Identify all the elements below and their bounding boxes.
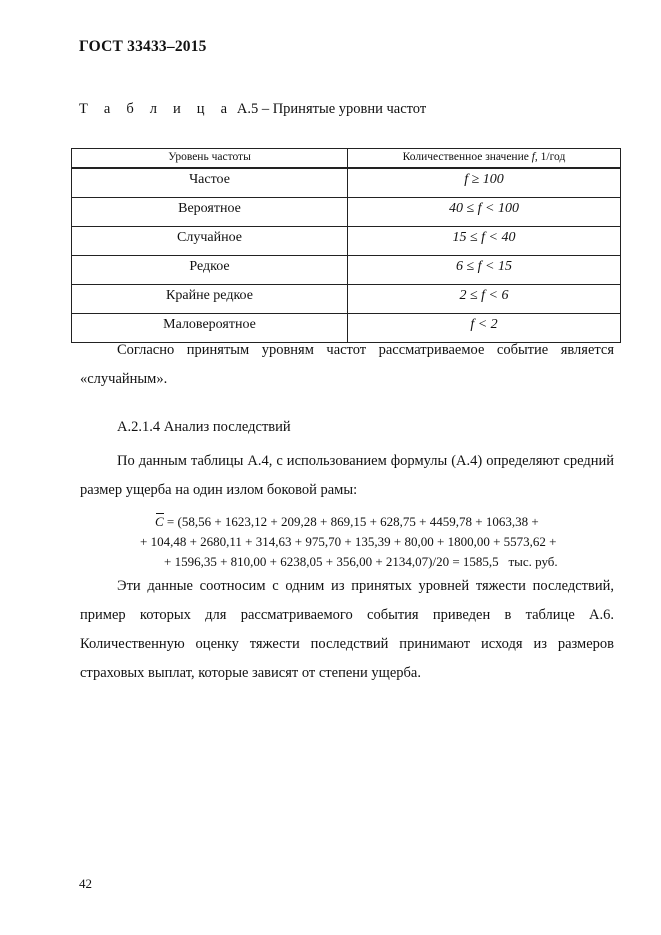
- frequency-levels-table: [71, 148, 621, 343]
- table-cell-value-text: 2 ≤ f < 6: [459, 288, 509, 303]
- table-row: [72, 227, 621, 256]
- section-heading: А.2.1.4 Анализ последствий: [117, 419, 291, 435]
- formula-line-1-text: = (58,56 + 1623,12 + 209,28 + 869,15 + 628,75 + 4459,78 + 1063,38 +: [166, 514, 539, 529]
- table-cell-value: [348, 256, 621, 285]
- table-row: [72, 198, 621, 227]
- table-caption-number: А.5: [236, 101, 259, 117]
- table-cell-level: Крайне редкое: [72, 285, 348, 314]
- table-row: [72, 285, 621, 314]
- formula-line-3: [164, 552, 558, 572]
- table-cell-value: [348, 198, 621, 227]
- table-cell-value-text: 15 ≤ f < 40: [452, 230, 516, 245]
- paragraph-damage-intro: По данным таблицы А.4, с использованием формулы (А.4) определяют средний размер ущерба на один излом боковой рамы:: [80, 453, 614, 498]
- paragraph-severity: Эти данные соотносим с одним из принятых уровней тяжести последствий, пример которых для рассматриваемого события приведен в таблице А.6. Количественную оценку тяжести последствий принимают исходя из размеров страховых выплат, которые зависят от степени ущерба.: [80, 578, 614, 681]
- table-caption-word: Т а б л и ц а: [79, 101, 234, 117]
- table-cell-value: [348, 168, 621, 198]
- table-cell-level: Частое: [72, 168, 348, 198]
- table-cell-value: [348, 285, 621, 314]
- table-caption-title: – Принятые уровни частот: [261, 101, 427, 117]
- paragraph-conclusion: Согласно принятым уровням частот рассматриваемое событие является «случайным».: [80, 342, 614, 387]
- column-header-value-prefix: Количественное значение: [402, 151, 532, 163]
- column-header-value-var: f: [531, 151, 535, 163]
- table-cell-level: Случайное: [72, 227, 348, 256]
- table-caption: [79, 101, 426, 118]
- table-row: [72, 256, 621, 285]
- formula-line-1: [155, 512, 539, 532]
- table-cell-level: Редкое: [72, 256, 348, 285]
- formula-line-3-text: + 1596,35 + 810,00 + 6238,05 + 356,00 + 2134,07)/20 = 1585,5: [164, 554, 499, 569]
- table-cell-level: Маловероятное: [72, 314, 348, 343]
- formula-symbol: C: [155, 512, 164, 532]
- table-cell-value: [348, 227, 621, 256]
- table-header-row: [72, 149, 621, 169]
- table-row: [72, 168, 621, 198]
- formula-line-2: + 104,48 + 2680,11 + 314,63 + 975,70 + 135,39 + 80,00 + 1800,00 + 5573,62 +: [140, 534, 557, 549]
- table-cell-value-text: f < 2: [470, 317, 498, 332]
- column-header-level: Уровень частоты: [72, 149, 348, 169]
- table-cell-value-text: f ≥ 100: [464, 172, 504, 187]
- table-cell-value-text: 40 ≤ f < 100: [448, 201, 520, 216]
- page-number: 42: [79, 876, 92, 891]
- formula-unit: тыс. руб.: [508, 554, 558, 569]
- document-header: ГОСТ 33433–2015: [79, 38, 207, 55]
- column-header-value-suffix: , 1/год: [534, 151, 566, 163]
- column-header-value: [348, 149, 621, 169]
- table-cell-value-text: 6 ≤ f < 15: [455, 259, 513, 274]
- table-cell-level: Вероятное: [72, 198, 348, 227]
